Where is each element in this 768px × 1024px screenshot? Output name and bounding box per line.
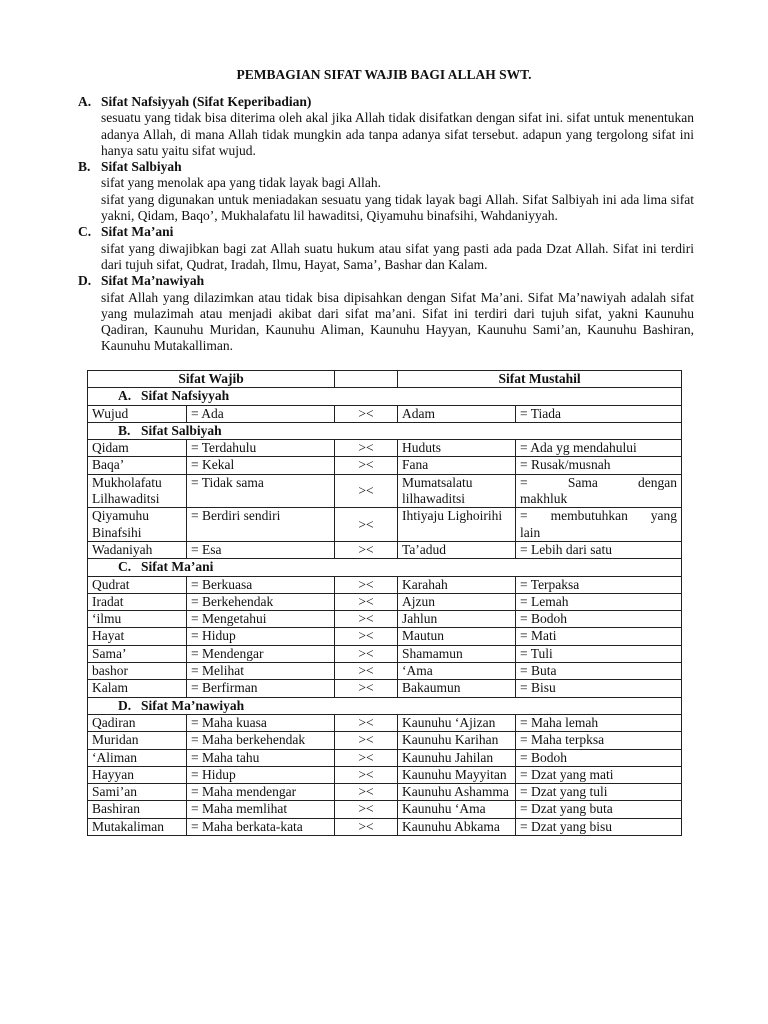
arti-mustahil-cell: = Mati bbox=[516, 628, 682, 645]
separator-cell: >< bbox=[335, 680, 398, 697]
sifat-wajib-cell: Kalam bbox=[88, 680, 187, 697]
sifat-mustahil-cell: Jahlun bbox=[398, 611, 516, 628]
sifat-mustahil-cell: Fana bbox=[398, 457, 516, 474]
table-group-row bbox=[88, 559, 682, 576]
separator-cell: >< bbox=[335, 714, 398, 731]
section-paragraph: sifat Allah yang dilazimkan atau tidak bisa dipisahkan dengan Sifat Ma’ani. Sifat Ma’nawiyah adalah sifat yang mulazimah atau menjadi akibat dari sifat ma’ani. Sifat ini terdiri dari tujuh sifat, yakni Kaunuhu Qadiran, Kaunuhu Muridan, Kaunuhu Aliman, Kaunuhu Hayyan, Kaunuhu Sami’an, Kaunuhu Bashiran, Kaunuhu Mutakalliman. bbox=[101, 289, 694, 354]
section-a bbox=[78, 94, 694, 159]
group-label-cell bbox=[88, 697, 682, 714]
sifat-mustahil-cell: Bakaumun bbox=[398, 680, 516, 697]
section-c bbox=[78, 224, 694, 273]
arti-wajib-cell: = Esa bbox=[187, 541, 335, 558]
sifat-wajib-cell: Sama’ bbox=[88, 645, 187, 662]
sifat-wajib-cell: Baqa’ bbox=[88, 457, 187, 474]
separator-cell: >< bbox=[335, 784, 398, 801]
group-label: Sifat Nafsiyyah bbox=[141, 388, 230, 404]
sections bbox=[78, 94, 694, 355]
group-letter: A. bbox=[118, 388, 132, 404]
arti-mustahil-cell bbox=[516, 508, 682, 542]
sifat-wajib-cell: Qadiran bbox=[88, 714, 187, 731]
arti-mustahil-cell: = Maha terpksa bbox=[516, 732, 682, 749]
section-heading: Sifat Salbiyah bbox=[101, 159, 182, 175]
separator-cell: >< bbox=[335, 457, 398, 474]
sifat-mustahil-cell: Kaunuhu ‘Ajizan bbox=[398, 714, 516, 731]
arti-mustahil-cell: = Dzat yang buta bbox=[516, 801, 682, 818]
group-letter: C. bbox=[118, 559, 132, 575]
table-row bbox=[88, 593, 682, 610]
sifat-wajib-cell: Qudrat bbox=[88, 576, 187, 593]
group-label-cell bbox=[88, 422, 682, 439]
table-row bbox=[88, 508, 682, 542]
sifat-wajib-cell: Qidam bbox=[88, 440, 187, 457]
arti-mustahil-cell: = Lebih dari satu bbox=[516, 541, 682, 558]
arti-wajib-cell: = Berdiri sendiri bbox=[187, 508, 335, 542]
sifat-mustahil-cell: Mautun bbox=[398, 628, 516, 645]
sifat-mustahil-cell: Ajzun bbox=[398, 593, 516, 610]
arti-mustahil-cell: = Bodoh bbox=[516, 611, 682, 628]
sifat-mustahil-cell: ‘Ama bbox=[398, 663, 516, 680]
sifat-wajib-cell: Qiyamuhu Binafsihi bbox=[88, 508, 187, 542]
arti-mustahil-line: = membutuhkan yang bbox=[520, 508, 678, 524]
arti-mustahil-cell: = Dzat yang tuli bbox=[516, 784, 682, 801]
table-row bbox=[88, 714, 682, 731]
header-sifat-wajib: Sifat Wajib bbox=[88, 371, 335, 388]
arti-wajib-cell: = Maha berkata-kata bbox=[187, 818, 335, 835]
sifat-wajib-cell: Wujud bbox=[88, 405, 187, 422]
sifat-wajib-cell: Mukholafatu Lilhawaditsi bbox=[88, 474, 187, 508]
section-paragraph: sesuatu yang tidak bisa diterima oleh akal jika Allah tidak disifatkan dengan sifat ini. sifat untuk menentukan adanya Allah, di mana Allah tidak mungkin ada tanpa adanya sifat tersebut. adapun yang tergolong sifat ini hanya satu yaitu sifat wujud. bbox=[101, 110, 694, 158]
table-row bbox=[88, 628, 682, 645]
table-row bbox=[88, 457, 682, 474]
group-label-cell bbox=[88, 388, 682, 405]
group-label: Sifat Salbiyah bbox=[141, 422, 222, 438]
arti-mustahil-cell: = Rusak/musnah bbox=[516, 457, 682, 474]
sifat-mustahil-cell: Ta’adud bbox=[398, 541, 516, 558]
arti-wajib-cell: = Kekal bbox=[187, 457, 335, 474]
separator-cell: >< bbox=[335, 593, 398, 610]
section-b bbox=[78, 159, 694, 224]
separator-cell: >< bbox=[335, 818, 398, 835]
separator-cell: >< bbox=[335, 541, 398, 558]
section-letter: D. bbox=[78, 273, 92, 289]
table-row bbox=[88, 818, 682, 835]
arti-mustahil-cell: = Dzat yang mati bbox=[516, 766, 682, 783]
table-row bbox=[88, 541, 682, 558]
sifat-mustahil-cell: Kaunuhu Karihan bbox=[398, 732, 516, 749]
table-row bbox=[88, 611, 682, 628]
table-row bbox=[88, 474, 682, 508]
group-letter: D. bbox=[118, 697, 132, 713]
group-letter: B. bbox=[118, 422, 131, 438]
section-paragraph: sifat yang menolak apa yang tidak layak bagi Allah. bbox=[101, 175, 382, 191]
sifat-mustahil-cell: Kaunuhu Abkama bbox=[398, 818, 516, 835]
arti-wajib-cell: = Maha kuasa bbox=[187, 714, 335, 731]
table-row bbox=[88, 732, 682, 749]
section-heading: Sifat Ma’nawiyah bbox=[101, 273, 205, 289]
sifat-wajib-cell: Bashiran bbox=[88, 801, 187, 818]
section-paragraph: sifat yang digunakan untuk meniadakan sesuatu yang tidak layak bagi Allah. Sifat Salbiyah ini ada lima sifat yakni, Qidam, Baqo’, Mukhalafatu lil hawaditsi, Qiyamuhu binafsihi, Wahdaniyyah. bbox=[101, 191, 694, 224]
sifat-mustahil-cell: Kaunuhu Ashamma bbox=[398, 784, 516, 801]
sifat-mustahil-cell: Adam bbox=[398, 405, 516, 422]
arti-wajib-cell: = Tidak sama bbox=[187, 474, 335, 508]
arti-wajib-cell: = Hidup bbox=[187, 766, 335, 783]
section-heading: Sifat Nafsiyyah (Sifat Keperibadian) bbox=[101, 94, 312, 109]
sifat-wajib-cell: Wadaniyah bbox=[88, 541, 187, 558]
table-row bbox=[88, 576, 682, 593]
group-label: Sifat Ma’nawiyah bbox=[141, 697, 245, 713]
sifat-mustahil-cell: Huduts bbox=[398, 440, 516, 457]
table-row bbox=[88, 749, 682, 766]
table-header-row bbox=[88, 371, 682, 388]
arti-wajib-cell: = Melihat bbox=[187, 663, 335, 680]
arti-mustahil-cell: = Bodoh bbox=[516, 749, 682, 766]
arti-wajib-cell: = Berkehendak bbox=[187, 593, 335, 610]
table-row bbox=[88, 680, 682, 697]
sifat-wajib-cell: bashor bbox=[88, 663, 187, 680]
separator-cell: >< bbox=[335, 663, 398, 680]
sifat-wajib-cell: Hayyan bbox=[88, 766, 187, 783]
table-row bbox=[88, 405, 682, 422]
sifat-wajib-cell: Sami’an bbox=[88, 784, 187, 801]
sifat-mustahil-cell: Kaunuhu Mayyitan bbox=[398, 766, 516, 783]
sifat-wajib-cell: Iradat bbox=[88, 593, 187, 610]
arti-mustahil-cell: = Maha lemah bbox=[516, 714, 682, 731]
sifat-wajib-cell: Muridan bbox=[88, 732, 187, 749]
arti-mustahil-cell: = Lemah bbox=[516, 593, 682, 610]
header-separator bbox=[335, 371, 398, 388]
arti-wajib-cell: = Maha berkehendak bbox=[187, 732, 335, 749]
separator-cell: >< bbox=[335, 474, 398, 508]
arti-mustahil-cell: = Buta bbox=[516, 663, 682, 680]
arti-mustahil-cell: = Bisu bbox=[516, 680, 682, 697]
arti-wajib-cell: = Hidup bbox=[187, 628, 335, 645]
group-label-cell bbox=[88, 559, 682, 576]
arti-mustahil-cell: = Ada yg mendahului bbox=[516, 440, 682, 457]
section-letter: B. bbox=[78, 159, 91, 175]
arti-mustahil-line: lain bbox=[520, 524, 541, 540]
separator-cell: >< bbox=[335, 405, 398, 422]
sifat-mustahil-cell: Kaunuhu Jahilan bbox=[398, 749, 516, 766]
group-label: Sifat Ma’ani bbox=[141, 559, 214, 575]
sifat-mustahil-cell: Shamamun bbox=[398, 645, 516, 662]
arti-wajib-cell: = Ada bbox=[187, 405, 335, 422]
sifat-wajib-cell: Mutakaliman bbox=[88, 818, 187, 835]
separator-cell: >< bbox=[335, 508, 398, 542]
sifat-mustahil-cell: Ihtiyaju Lighoirihi bbox=[398, 508, 516, 542]
sifat-wajib-cell: ‘Aliman bbox=[88, 749, 187, 766]
arti-wajib-cell: = Mendengar bbox=[187, 645, 335, 662]
header-sifat-mustahil: Sifat Mustahil bbox=[398, 371, 682, 388]
arti-mustahil-line: = Sama dengan bbox=[520, 474, 678, 490]
section-heading: Sifat Ma’ani bbox=[101, 224, 174, 240]
separator-cell: >< bbox=[335, 576, 398, 593]
arti-mustahil-cell: = Tiada bbox=[516, 405, 682, 422]
table-row bbox=[88, 440, 682, 457]
separator-cell: >< bbox=[335, 628, 398, 645]
separator-cell: >< bbox=[335, 749, 398, 766]
separator-cell: >< bbox=[335, 440, 398, 457]
sifat-wajib-cell: Hayat bbox=[88, 628, 187, 645]
sifat-mustahil-cell: Karahah bbox=[398, 576, 516, 593]
table-row bbox=[88, 784, 682, 801]
table-group-row bbox=[88, 697, 682, 714]
arti-mustahil-cell bbox=[516, 474, 682, 508]
table-row bbox=[88, 663, 682, 680]
arti-wajib-cell: = Maha tahu bbox=[187, 749, 335, 766]
table-group-row bbox=[88, 422, 682, 439]
document-title: PEMBAGIAN SIFAT WAJIB BAGI ALLAH SWT. bbox=[236, 67, 532, 82]
section-letter: C. bbox=[78, 224, 92, 240]
arti-wajib-cell: = Maha memlihat bbox=[187, 801, 335, 818]
arti-wajib-cell: = Berfirman bbox=[187, 680, 335, 697]
arti-wajib-cell: = Maha mendengar bbox=[187, 784, 335, 801]
sifat-mustahil-cell: Mumatsalatu lilhawaditsi bbox=[398, 474, 516, 508]
section-paragraph: sifat yang diwajibkan bagi zat Allah suatu hukum atau sifat yang pasti ada pada Dzat Allah. Sifat ini terdiri dari tujuh sifat, Qudrat, Iradah, Ilmu, Hayat, Sama’, Bashar dan Kalam. bbox=[101, 240, 694, 272]
separator-cell: >< bbox=[335, 645, 398, 662]
table-row bbox=[88, 801, 682, 818]
separator-cell: >< bbox=[335, 766, 398, 783]
arti-wajib-cell: = Terdahulu bbox=[187, 440, 335, 457]
arti-wajib-cell: = Berkuasa bbox=[187, 576, 335, 593]
arti-mustahil-cell: = Dzat yang bisu bbox=[516, 818, 682, 835]
table-row bbox=[88, 645, 682, 662]
arti-mustahil-cell: = Terpaksa bbox=[516, 576, 682, 593]
section-d bbox=[78, 273, 694, 354]
arti-mustahil-cell: = Tuli bbox=[516, 645, 682, 662]
separator-cell: >< bbox=[335, 611, 398, 628]
table-group-row bbox=[88, 388, 682, 405]
arti-mustahil-line: makhluk bbox=[520, 491, 568, 507]
sifat-table bbox=[87, 370, 682, 836]
arti-wajib-cell: = Mengetahui bbox=[187, 611, 335, 628]
sifat-mustahil-cell: Kaunuhu ‘Ama bbox=[398, 801, 516, 818]
sifat-wajib-cell: ‘ilmu bbox=[88, 611, 187, 628]
separator-cell: >< bbox=[335, 801, 398, 818]
separator-cell: >< bbox=[335, 732, 398, 749]
table-row bbox=[88, 766, 682, 783]
section-letter: A. bbox=[78, 94, 92, 109]
